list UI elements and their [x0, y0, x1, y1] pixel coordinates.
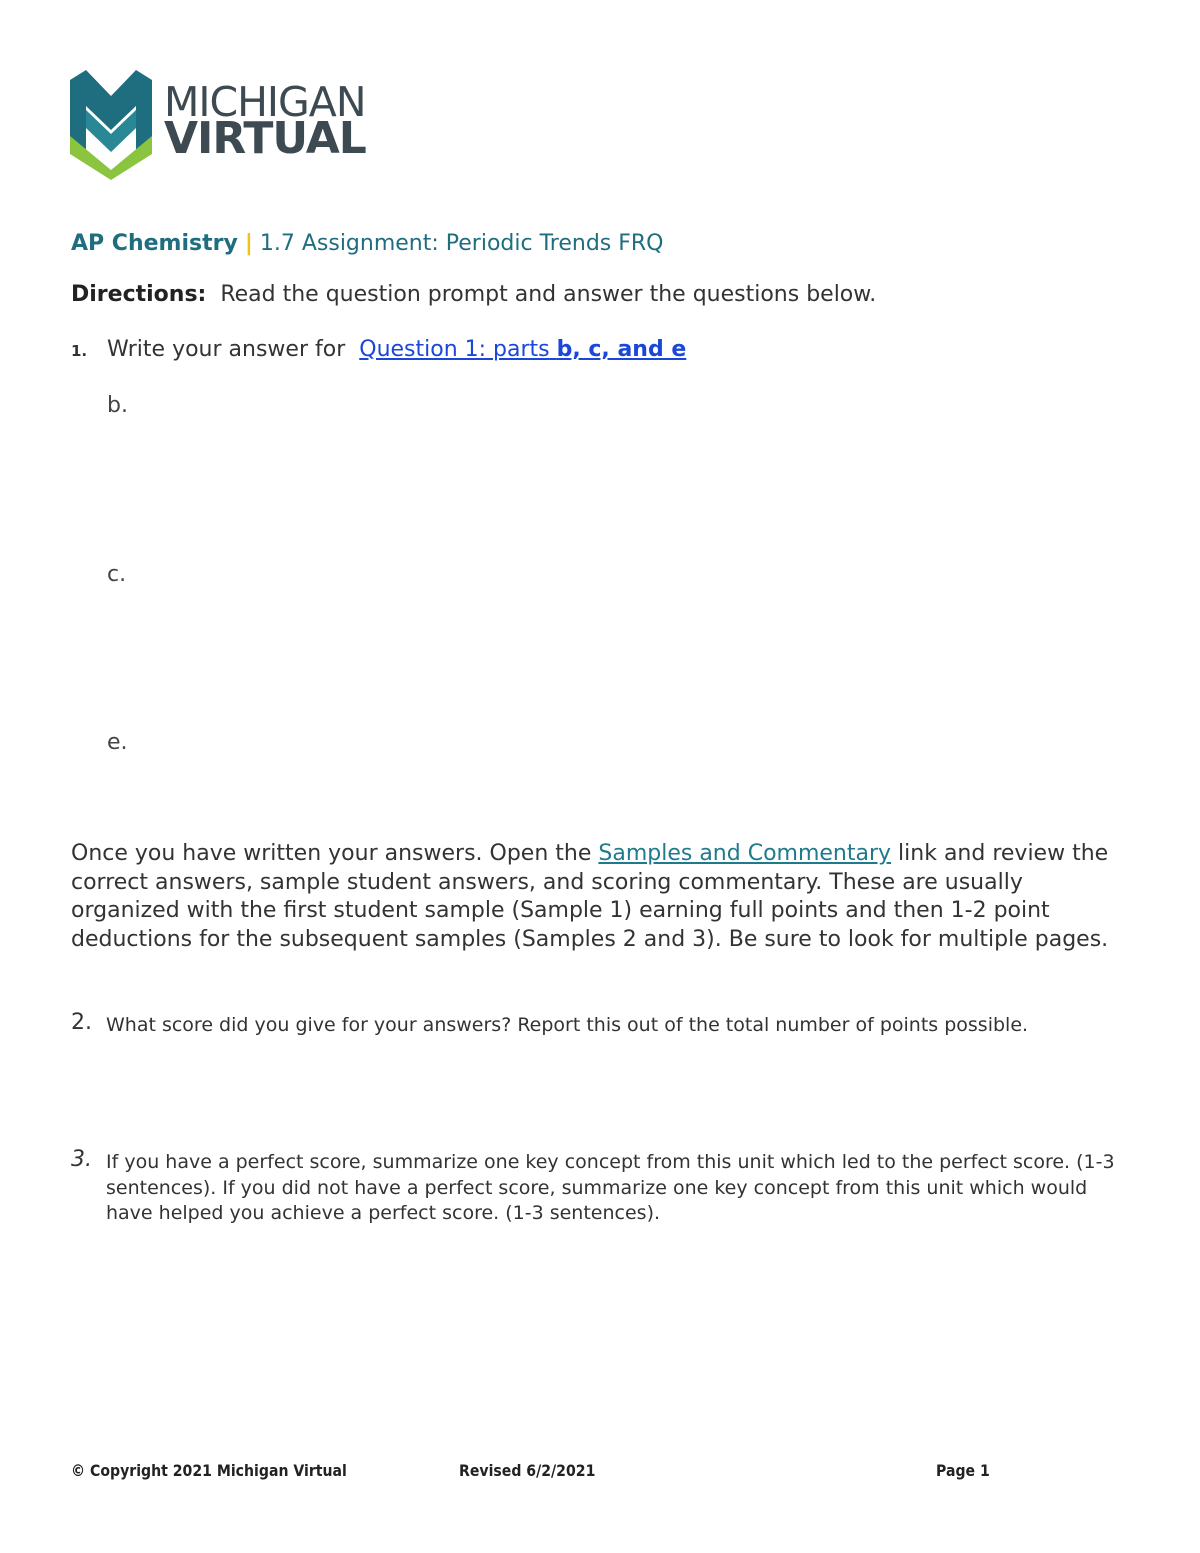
question-1-prefix: Write your answer for [107, 337, 346, 362]
question-3-number: 3. [71, 1147, 92, 1172]
instructions-before-link: Once you have written your answers. Open the [71, 841, 592, 866]
logo-text-virtual: VIRTUAL [164, 113, 366, 164]
answer-part-b: b. [107, 393, 128, 418]
logo-text-michigan: MICHIGAN [164, 78, 366, 126]
title-separator: | [244, 231, 253, 256]
question-1-link-parts: b, c, and e [556, 337, 687, 362]
footer-copyright: © Copyright 2021 Michigan Virtual [71, 1461, 347, 1480]
question-2-number: 2. [71, 1010, 92, 1035]
michigan-virtual-logo-icon [70, 70, 152, 182]
assignment-name: 1.7 Assignment: Periodic Trends FRQ [259, 231, 664, 256]
answer-part-e: e. [107, 730, 128, 755]
question-3 [71, 1147, 1131, 1227]
question-3-text: If you have a perfect score, summarize one key concept from this unit which led to the perfect score. (1-3 sentences). If you did not have a perfect score, summarize one key concept from this unit which would have helped you achieve a perfect score. (1-3 sentences). [106, 1151, 1115, 1224]
page-title [71, 230, 664, 258]
instructions-after-link: link and review the correct answers, sample student answers, and scoring commentary. These are usually organized with the first student sample (Sample 1) earning full points and then 1-2 point deductions for the subsequent samples (Samples 2 and 3). Be sure to look for multiple pages. [71, 841, 1109, 952]
instructions-paragraph [71, 840, 1131, 954]
course-name: AP Chemistry [71, 231, 238, 256]
directions-label: Directions: [71, 282, 207, 307]
footer-revised: Revised 6/2/2021 [459, 1461, 596, 1480]
question-1 [71, 336, 686, 365]
question-2 [71, 1010, 1131, 1039]
samples-and-commentary-link[interactable]: Samples and Commentary [598, 841, 892, 866]
footer-page-number: Page 1 [936, 1461, 990, 1480]
directions [71, 281, 876, 309]
question-1-number: 1. [71, 342, 88, 360]
answer-part-c: c. [107, 562, 127, 587]
directions-text: Read the question prompt and answer the questions below. [220, 282, 877, 307]
question-1-link[interactable] [359, 337, 686, 362]
question-2-text: What score did you give for your answers? Report this out of the total number of points possible. [106, 1014, 1029, 1036]
question-1-link-text: Question 1: parts [359, 337, 550, 362]
